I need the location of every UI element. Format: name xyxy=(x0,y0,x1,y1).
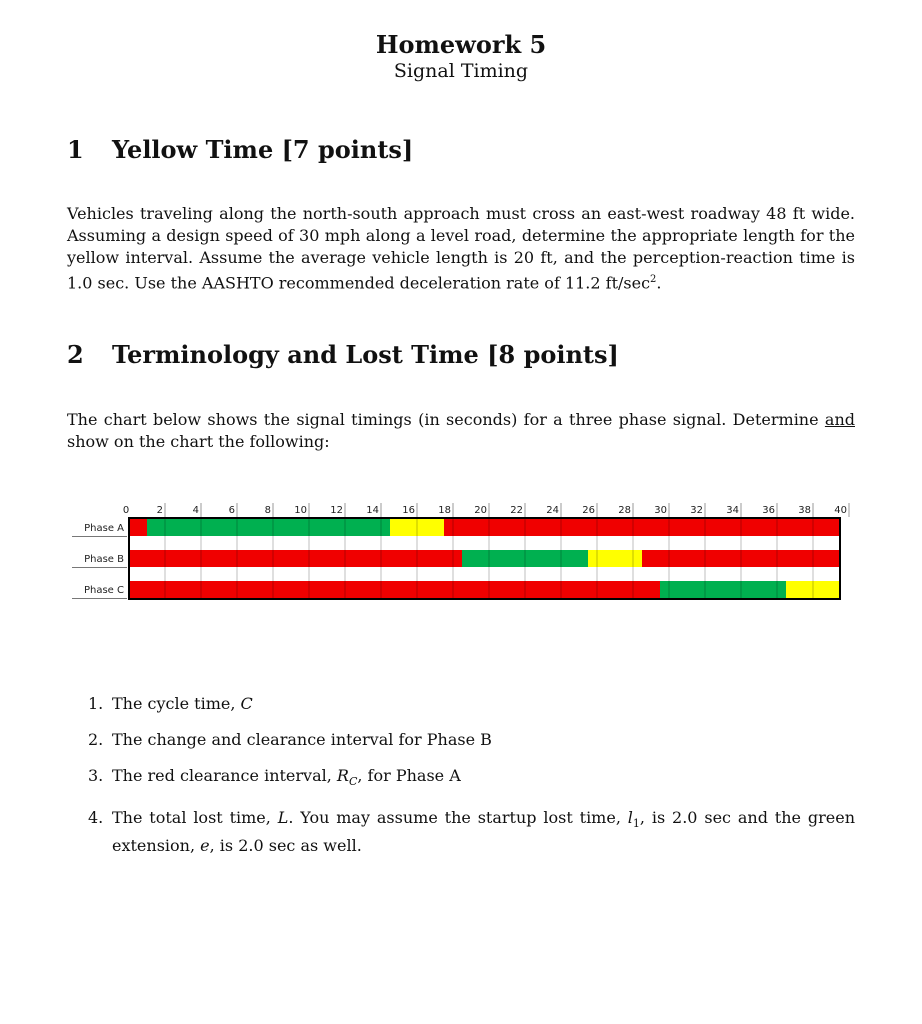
interval-yellow xyxy=(588,550,642,567)
section-1-text: Vehicles traveling along the north-south approach must cross an east-west roadway 48 ft wide. Assuming a design speed of 30 mph along a level road, determine the appropriate length for the yellow interval. Assume the average vehicle length is 20 ft, and the perception-reaction time is 1.0 sec. Use the AASHTO recommended deceleration rate of 11.2 ft/sec xyxy=(67,204,855,293)
list-item-text: The total lost time, xyxy=(112,808,278,828)
section-2-text-a: The chart below shows the signal timings (in seconds) for a three phase signal. Determine xyxy=(67,410,825,429)
list-item-text: The red clearance interval, xyxy=(112,766,337,785)
x-tick-label: 26 xyxy=(582,505,595,516)
x-tick-label: 8 xyxy=(264,505,271,516)
phase-label: Phase A xyxy=(84,523,124,534)
interval-red xyxy=(444,519,840,536)
x-tick-label: 28 xyxy=(618,505,631,516)
list-item-text: , for Phase A xyxy=(357,766,461,785)
x-tick-label: 38 xyxy=(798,505,811,516)
section-2-title: Terminology and Lost Time [8 points] xyxy=(112,340,619,369)
list-item xyxy=(88,765,855,793)
interval-red xyxy=(129,519,147,536)
section-2-underlined: and xyxy=(824,410,855,429)
x-tick-label: 36 xyxy=(762,505,775,516)
phase-label: Phase C xyxy=(83,585,124,596)
question-list xyxy=(88,693,855,871)
section-1-superscript: 2 xyxy=(650,274,657,285)
list-item-text: The cycle time, xyxy=(112,694,241,713)
x-tick-label: 6 xyxy=(228,505,235,516)
x-tick-label: 18 xyxy=(438,505,451,516)
section-1-title: Yellow Time [7 points] xyxy=(112,135,414,164)
x-tick-label: 0 xyxy=(122,505,130,516)
list-item-text: . You may assume the startup lost time, xyxy=(288,808,628,828)
signal-timing-chart xyxy=(70,500,847,605)
math-symbol: e xyxy=(200,836,210,856)
section-1-heading xyxy=(67,135,413,164)
section-1-paragraph xyxy=(67,203,855,294)
x-tick-label: 4 xyxy=(192,505,199,516)
section-2-number: 2 xyxy=(67,340,84,369)
math-subscript: 1 xyxy=(632,817,640,831)
list-item xyxy=(88,807,855,857)
section-1-text-end: . xyxy=(656,273,662,293)
section-1-number: 1 xyxy=(67,135,84,164)
x-tick-label: 16 xyxy=(402,505,415,516)
math-subscript: C xyxy=(348,775,358,789)
math-symbol: l xyxy=(627,808,633,828)
list-item-number: 2. xyxy=(88,730,104,749)
section-2-paragraph xyxy=(67,409,855,453)
list-item-number: 4. xyxy=(88,808,104,828)
math-symbol: C xyxy=(240,694,253,713)
list-item-number: 3. xyxy=(88,766,104,785)
x-tick-label: 10 xyxy=(294,505,307,516)
list-item xyxy=(88,729,855,751)
list-item-number: 1. xyxy=(88,694,104,713)
x-tick-label: 24 xyxy=(546,505,559,516)
list-item xyxy=(88,693,855,715)
interval-green xyxy=(147,519,390,536)
x-tick-label: 14 xyxy=(366,505,379,516)
x-tick-label: 2 xyxy=(156,505,163,516)
x-tick-label: 20 xyxy=(474,505,487,516)
math-symbol: L xyxy=(277,808,289,828)
interval-red xyxy=(129,581,660,598)
section-2-heading xyxy=(67,340,619,369)
x-tick-label: 40 xyxy=(834,505,847,516)
x-tick-label: 30 xyxy=(654,505,667,516)
math-symbol: R xyxy=(336,766,349,785)
list-item-text: , is 2.0 sec and the green extension, xyxy=(112,808,856,856)
interval-green xyxy=(660,581,786,598)
x-tick-label: 34 xyxy=(726,505,739,516)
x-tick-label: 32 xyxy=(690,505,703,516)
x-tick-label: 22 xyxy=(510,505,523,516)
interval-red xyxy=(129,550,462,567)
section-2-text-b: show on the chart the following: xyxy=(67,432,330,451)
page-title: Homework 5 xyxy=(375,30,547,59)
list-item-text: The change and clearance interval for Phase B xyxy=(112,730,492,749)
phase-label: Phase B xyxy=(84,554,124,565)
x-tick-label: 12 xyxy=(330,505,343,516)
list-item-text: , is 2.0 sec as well. xyxy=(209,836,362,856)
page-subtitle: Signal Timing xyxy=(393,60,529,82)
